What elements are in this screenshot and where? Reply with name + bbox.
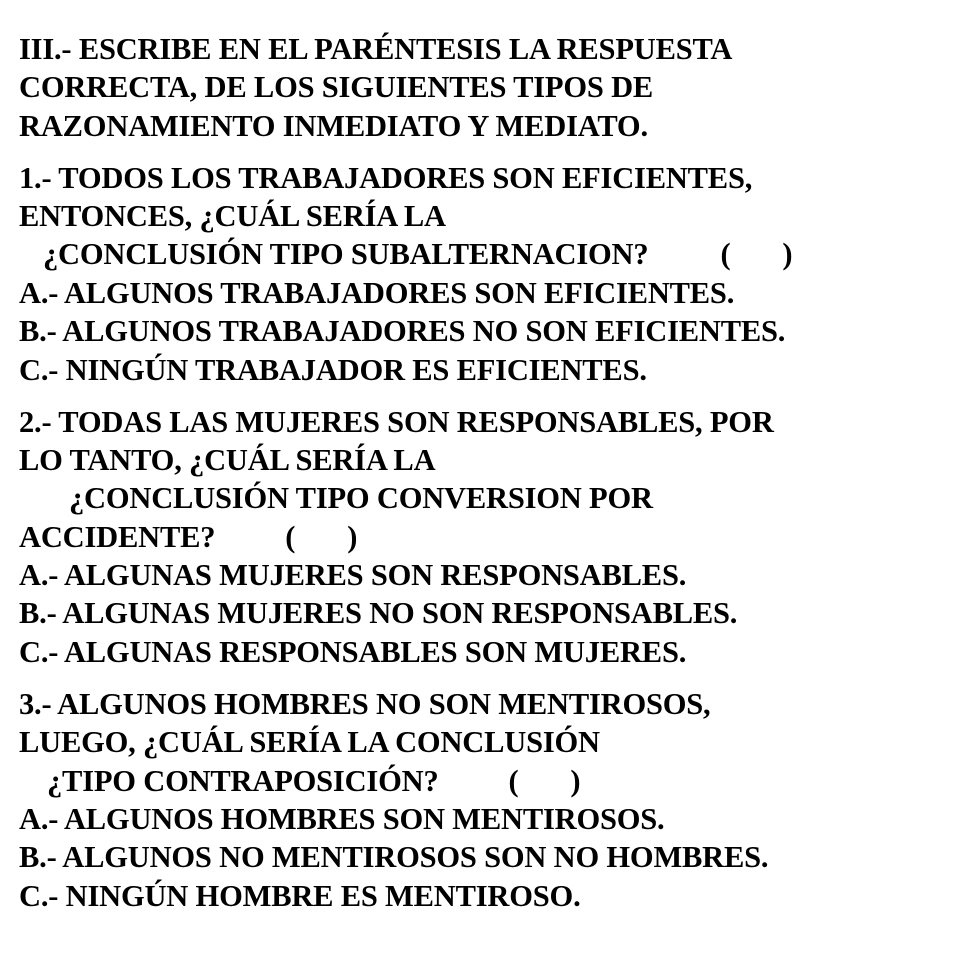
question-1-option-a: A.- ALGUNOS TRABAJADORES SON EFICIENTES. xyxy=(19,275,735,310)
question-2-answer-blank[interactable]: ( ) xyxy=(285,519,358,554)
question-3-answer-blank[interactable]: ( ) xyxy=(508,763,581,798)
question-2-statement: LO TANTO, ¿CUÁL SERÍA LA xyxy=(19,442,436,477)
question-2-prompt-text: ACCIDENTE? xyxy=(19,519,216,554)
question-1-option-c: C.- NINGÚN TRABAJADOR ES EFICIENTES. xyxy=(19,352,647,387)
question-2-prompt: ¿CONCLUSIÓN TIPO CONVERSION POR xyxy=(69,481,653,516)
question-2-statement: 2.- TODAS LAS MUJERES SON RESPONSABLES, POR xyxy=(19,404,774,439)
question-3 xyxy=(19,685,949,915)
instructions-block xyxy=(19,30,949,145)
instructions-line: CORRECTA, DE LOS SIGUIENTES TIPOS DE xyxy=(19,70,654,105)
section-gap xyxy=(19,671,949,685)
question-3-statement: LUEGO, ¿CUÁL SERÍA LA CONCLUSIÓN xyxy=(19,725,600,760)
question-3-prompt-text: ¿TIPO CONTRAPOSICIÓN? xyxy=(47,763,439,798)
section-gap xyxy=(19,145,949,159)
question-3-option-b: B.- ALGUNOS NO MENTIROSOS SON NO HOMBRES. xyxy=(19,840,769,875)
question-1-answer-blank[interactable]: ( ) xyxy=(720,237,793,272)
instructions-line: RAZONAMIENTO INMEDIATO Y MEDIATO. xyxy=(19,108,648,143)
question-1-prompt-text: ¿CONCLUSIÓN TIPO SUBALTERNACION? xyxy=(43,237,649,272)
question-3-statement: 3.- ALGUNOS HOMBRES NO SON MENTIROSOS, xyxy=(19,686,711,721)
question-1 xyxy=(19,159,949,389)
question-1-option-b: B.- ALGUNOS TRABAJADORES NO SON EFICIENTES. xyxy=(19,314,786,349)
question-2-prompt-end xyxy=(19,518,949,556)
question-3-option-c: C.- NINGÚN HOMBRE ES MENTIROSO. xyxy=(19,878,581,913)
question-2-option-b: B.- ALGUNAS MUJERES NO SON RESPONSABLES. xyxy=(19,596,738,631)
instructions-line: III.- ESCRIBE EN EL PARÉNTESIS LA RESPUESTA xyxy=(19,32,733,66)
question-2 xyxy=(19,403,949,672)
question-2-option-c: C.- ALGUNAS RESPONSABLES SON MUJERES. xyxy=(19,634,687,669)
question-2-option-a: A.- ALGUNAS MUJERES SON RESPONSABLES. xyxy=(19,558,687,593)
section-gap xyxy=(19,389,949,403)
worksheet-page xyxy=(19,30,949,915)
question-1-prompt xyxy=(19,235,949,273)
question-3-prompt xyxy=(19,762,949,800)
question-1-statement: ENTONCES, ¿CUÁL SERÍA LA xyxy=(19,199,446,234)
question-1-statement: 1.- TODOS LOS TRABAJADORES SON EFICIENTES, xyxy=(19,160,753,195)
question-3-option-a: A.- ALGUNOS HOMBRES SON MENTIROSOS. xyxy=(19,801,665,836)
